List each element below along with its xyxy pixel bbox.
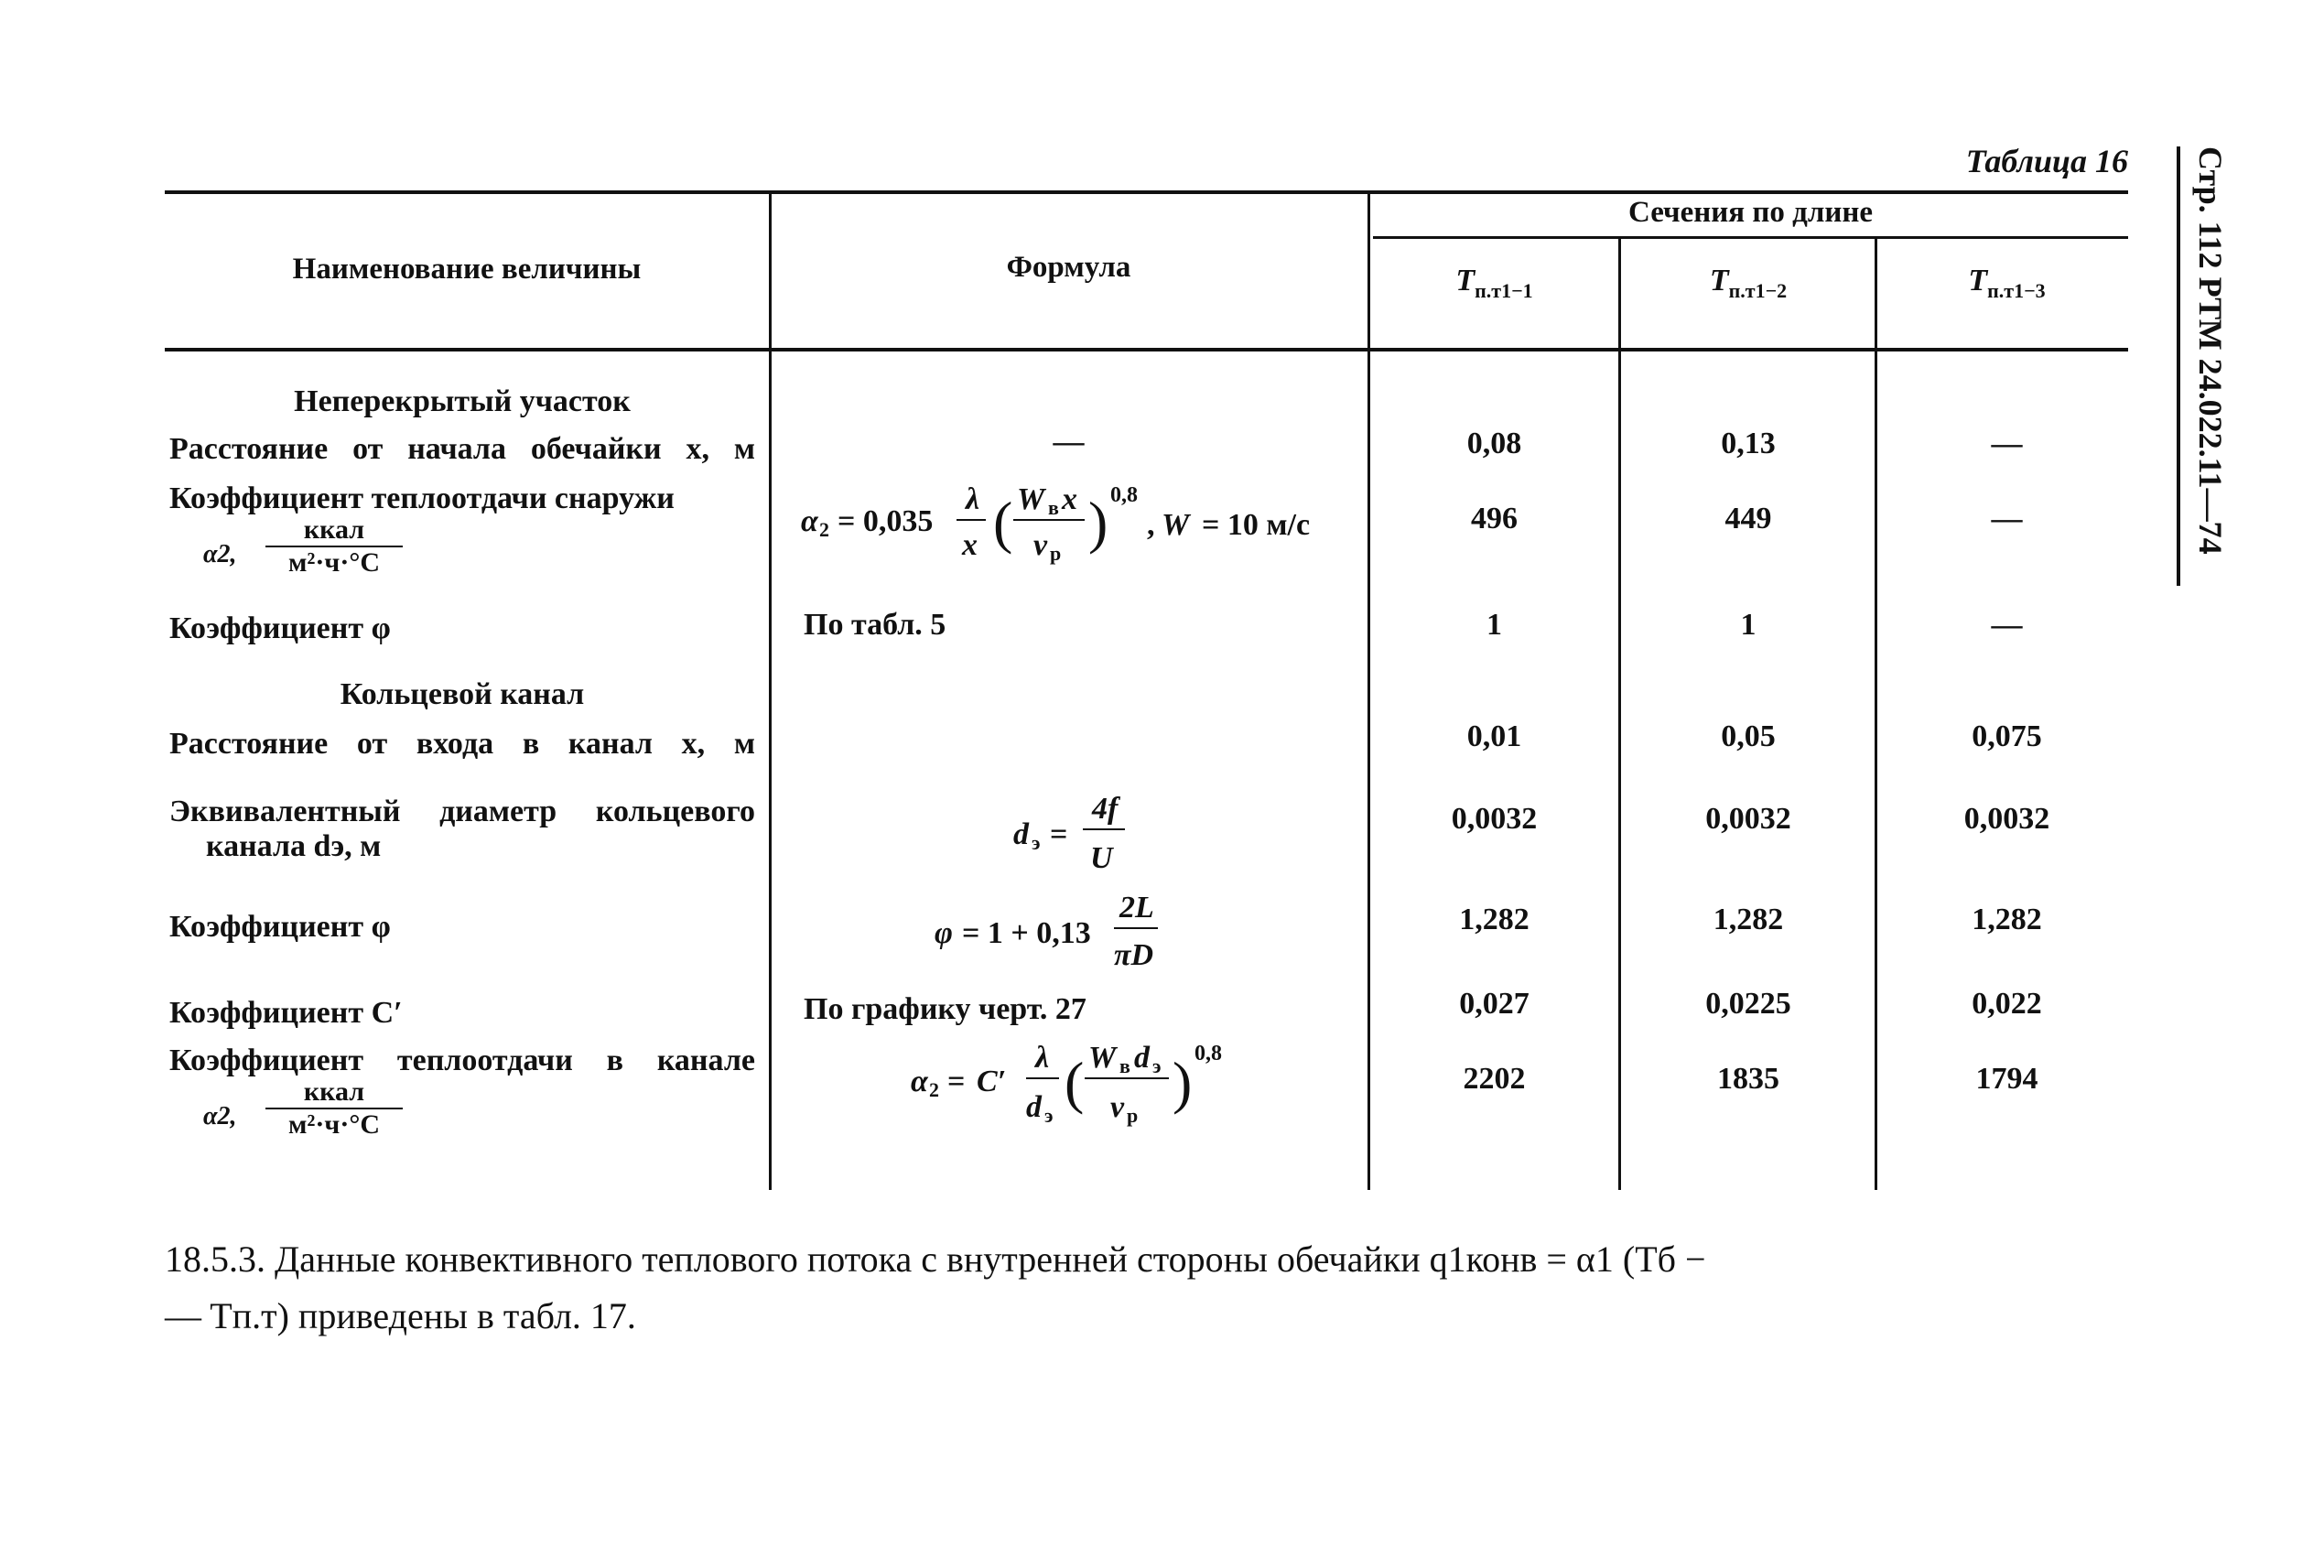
svg-text:(: ( xyxy=(993,490,1013,555)
formula-phi xyxy=(773,884,1364,976)
header-section-2: $T_{п.т1-2}$ xyxy=(1709,264,1788,302)
row-value: 496 xyxy=(1471,502,1518,535)
svg-text:πD: πD xyxy=(1114,938,1154,972)
side-header-rule xyxy=(2177,146,2180,586)
table-top-rule xyxy=(165,190,2128,194)
row-value: 1835 xyxy=(1717,1062,1779,1096)
sections-rule xyxy=(1373,236,2128,239)
row-formula: — xyxy=(1053,425,1085,459)
svg-text:р: р xyxy=(1050,542,1062,565)
svg-text:2: 2 xyxy=(819,518,829,541)
svg-text:λ: λ xyxy=(966,482,980,516)
svg-text:): ) xyxy=(1088,490,1108,555)
svg-text:d: d xyxy=(1026,1090,1042,1124)
header-formula: Формула xyxy=(1006,251,1131,284)
row-label: Расстояние от входа в канал x, м xyxy=(169,727,755,761)
svg-text:в: в xyxy=(1119,1054,1130,1077)
svg-text:0,8: 0,8 xyxy=(1194,1042,1222,1065)
row-formula: По графику черт. 27 xyxy=(804,992,1086,1026)
svg-text:2: 2 xyxy=(929,1078,939,1101)
formula-de xyxy=(773,787,1364,879)
formula-alpha2-channel xyxy=(773,1036,1364,1137)
svg-text:): ) xyxy=(1173,1050,1193,1115)
svg-text:р: р xyxy=(1127,1104,1139,1127)
row-value: 0,0032 xyxy=(1451,802,1538,836)
svg-text:=: = xyxy=(947,1065,966,1098)
formula-svg xyxy=(773,1036,1364,1137)
svg-text:,: , xyxy=(1147,508,1155,542)
row-label: Коэффициент φ xyxy=(169,910,391,944)
row-value: 0,022 xyxy=(1972,987,2042,1021)
row-value: 0,08 xyxy=(1466,427,1522,460)
section-title-uncovered: Неперекрытый участок xyxy=(294,384,631,418)
row-value: — xyxy=(1991,502,2023,535)
row-value: 0,05 xyxy=(1721,719,1776,753)
svg-text:4f: 4f xyxy=(1092,792,1119,826)
svg-text:ν: ν xyxy=(1110,1090,1125,1124)
svg-text:φ: φ xyxy=(935,916,953,950)
row-label: Коэффициент теплоотдачи снаружи xyxy=(169,481,675,515)
row-label: Эквивалентный диаметр кольцевого xyxy=(169,795,755,828)
row-value: 0,075 xyxy=(1972,719,2042,753)
row-value: 1 xyxy=(1486,608,1502,642)
svg-text:= 0,035: = 0,035 xyxy=(838,504,934,538)
svg-text:d: d xyxy=(1134,1041,1150,1075)
row-formula: По табл. 5 xyxy=(804,608,946,642)
row-value: 0,027 xyxy=(1459,987,1530,1021)
svg-text:α: α xyxy=(911,1065,928,1098)
header-bottom-rule xyxy=(165,348,2128,351)
col-divider-3 xyxy=(1618,238,1621,1190)
svg-text:C′: C′ xyxy=(977,1065,1007,1098)
svg-text:λ: λ xyxy=(1035,1041,1050,1075)
col-divider-4 xyxy=(1875,238,1877,1190)
row-value: 0,01 xyxy=(1466,719,1522,753)
formula-alpha2-outer xyxy=(773,476,1364,568)
svg-text:d: d xyxy=(1013,817,1029,851)
svg-text:W: W xyxy=(1162,508,1190,542)
row-label: Расстояние от начала обечайки x, м xyxy=(169,432,755,466)
paragraph-line-2: — Tп.т) приведены в табл. 17. xyxy=(165,1295,636,1336)
svg-text:= 10 м/с: = 10 м/с xyxy=(1202,508,1311,542)
svg-text:=: = xyxy=(1050,817,1068,851)
header-sections: Сечения по длине xyxy=(1627,196,1874,229)
table-caption: Таблица 16 xyxy=(1965,143,2128,179)
row-value: 0,13 xyxy=(1721,427,1776,460)
svg-text:в: в xyxy=(1048,496,1059,519)
svg-text:x: x xyxy=(1062,482,1077,516)
row-value: 0,0225 xyxy=(1705,987,1791,1021)
svg-text:э: э xyxy=(1032,831,1041,854)
header-section-3: $T_{п.т1-3}$ xyxy=(1968,264,2046,302)
row-value: — xyxy=(1991,608,2023,642)
row-value: 449 xyxy=(1724,502,1772,535)
svg-text:U: U xyxy=(1090,841,1113,875)
side-header: Стр. 112 РТМ 24.022.11—74 xyxy=(2192,146,2229,555)
header-name: Наименование величины xyxy=(292,253,642,286)
svg-text:= 1 + 0,13: = 1 + 0,13 xyxy=(962,916,1091,950)
row-value: 1,282 xyxy=(1972,903,2042,936)
svg-text:W: W xyxy=(1017,482,1045,516)
row-label: Коэффициент φ xyxy=(169,611,391,645)
col-divider-1 xyxy=(769,192,772,1190)
row-value: — xyxy=(1991,427,2023,460)
section-title-annular: Кольцевой канал xyxy=(340,677,585,711)
row-value: 1 xyxy=(1740,608,1757,642)
row-value: 0,0032 xyxy=(1963,802,2050,836)
row-value: 1,282 xyxy=(1459,903,1530,936)
svg-text:x: x xyxy=(962,528,978,562)
row-value: 1794 xyxy=(1975,1062,2038,1096)
svg-text:α: α xyxy=(801,504,818,538)
svg-text:э: э xyxy=(1044,1104,1054,1127)
svg-text:ν: ν xyxy=(1033,528,1048,562)
row-value: 1,282 xyxy=(1713,903,1784,936)
svg-text:2L: 2L xyxy=(1119,891,1154,925)
formula-svg xyxy=(773,787,1364,879)
col-divider-2 xyxy=(1367,192,1370,1190)
row-label: Коэффициент теплоотдачи в канале xyxy=(169,1044,755,1077)
svg-text:0,8: 0,8 xyxy=(1110,483,1138,507)
formula-svg xyxy=(773,884,1364,976)
svg-text:W: W xyxy=(1088,1041,1117,1075)
row-label-continued: канала dэ, м xyxy=(206,829,382,863)
row-value: 0,0032 xyxy=(1705,802,1791,836)
row-label: Коэффициент C′ xyxy=(169,996,403,1030)
svg-text:э: э xyxy=(1152,1054,1162,1077)
row-value: 2202 xyxy=(1463,1062,1526,1096)
header-section-1: $T_{п.т1-1}$ xyxy=(1455,264,1533,302)
formula-svg xyxy=(773,476,1364,568)
paragraph-line-1: 18.5.3. Данные конвективного теплового потока с внутренней стороны обечайки q1конв = α1 (Tб − xyxy=(165,1238,1706,1280)
svg-text:(: ( xyxy=(1065,1050,1085,1115)
